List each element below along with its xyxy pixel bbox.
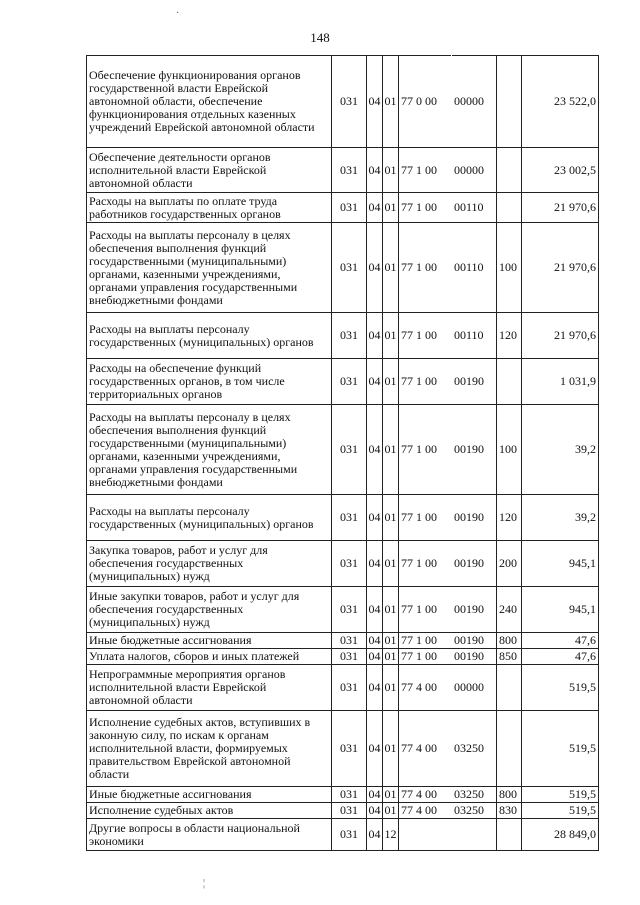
cell-sum: 1 031,9 bbox=[522, 359, 599, 405]
cell-name: Расходы на выплаты персоналу в целях обеспечения выполнения функций государственными (муниципальными) органами, казенными учреждениями, органами управления государственными внебюджетными фондами bbox=[87, 405, 332, 495]
table-row bbox=[87, 56, 599, 148]
cell-name: Расходы на обеспечение функций государственных органов, в том числе территориальных органов bbox=[87, 359, 332, 405]
cell-sum: 21 970,6 bbox=[522, 223, 599, 313]
cell-prog: 77 1 00 bbox=[399, 223, 452, 313]
cell-name: Другие вопросы в области национальной экономики bbox=[87, 819, 332, 851]
cell-type bbox=[497, 819, 522, 851]
cell-code: 031 bbox=[332, 711, 367, 787]
cell-type: 850 bbox=[497, 649, 522, 665]
cell-sum: 39,2 bbox=[522, 405, 599, 495]
cell-type bbox=[497, 56, 522, 148]
cell-sum: 519,5 bbox=[522, 711, 599, 787]
cell-type bbox=[497, 711, 522, 787]
cell-prog: 77 1 00 bbox=[399, 495, 452, 541]
cell-prog: 77 4 00 bbox=[399, 787, 452, 803]
cell-art: 00190 bbox=[452, 587, 497, 633]
table-row bbox=[87, 587, 599, 633]
cell-code: 031 bbox=[332, 803, 367, 819]
cell-sec: 04 bbox=[367, 541, 383, 587]
table-row bbox=[87, 819, 599, 851]
cell-art: 00000 bbox=[452, 148, 497, 193]
cell-code: 031 bbox=[332, 633, 367, 649]
cell-sub: 01 bbox=[383, 587, 399, 633]
cell-sub: 01 bbox=[383, 313, 399, 359]
cell-sum: 945,1 bbox=[522, 587, 599, 633]
cell-art: 00190 bbox=[452, 495, 497, 541]
cell-prog: 77 1 00 bbox=[399, 633, 452, 649]
cell-sec: 04 bbox=[367, 56, 383, 148]
cell-code: 031 bbox=[332, 359, 367, 405]
table-row bbox=[87, 803, 599, 819]
cell-prog: 77 1 00 bbox=[399, 148, 452, 193]
cell-type: 800 bbox=[497, 787, 522, 803]
cell-prog: 77 1 00 bbox=[399, 541, 452, 587]
cell-type bbox=[497, 665, 522, 711]
cell-sub: 01 bbox=[383, 359, 399, 405]
cell-name: Уплата налогов, сборов и иных платежей bbox=[87, 649, 332, 665]
cell-sec: 04 bbox=[367, 223, 383, 313]
cell-sub: 01 bbox=[383, 711, 399, 787]
cell-prog: 77 4 00 bbox=[399, 711, 452, 787]
cell-sub: 01 bbox=[383, 193, 399, 223]
cell-type: 100 bbox=[497, 405, 522, 495]
page-number: 148 bbox=[310, 30, 330, 45]
cell-prog bbox=[399, 819, 452, 851]
cell-sub: 01 bbox=[384, 633, 397, 647]
table-row bbox=[87, 665, 599, 711]
cell-sub: 01 bbox=[384, 787, 397, 801]
table-row bbox=[87, 405, 599, 495]
cell-type: 830 bbox=[497, 803, 522, 819]
table-row bbox=[87, 787, 599, 803]
cell-code: 031 bbox=[332, 665, 367, 711]
cell-sec: 04 bbox=[367, 148, 383, 193]
cell-art: 00110 bbox=[452, 223, 497, 313]
cell-sub: 01 bbox=[384, 649, 397, 663]
cell-name: Непрограммные мероприятия органов исполнительной власти Еврейской автономной области bbox=[87, 665, 332, 711]
cell-sub: 01 bbox=[383, 541, 399, 587]
cell-code: 031 bbox=[332, 223, 367, 313]
cell-sub: 01 bbox=[383, 405, 399, 495]
cell-type: 120 bbox=[497, 495, 522, 541]
cell-type: 100 bbox=[497, 223, 522, 313]
cell-sub: 01 bbox=[383, 495, 399, 541]
cell-sub: 01 bbox=[383, 148, 399, 193]
cell-name: Расходы на выплаты персоналу государственных (муниципальных) органов bbox=[87, 495, 332, 541]
cell-sub: 01 bbox=[384, 803, 397, 817]
cell-sum: 47,6 bbox=[522, 649, 599, 665]
cell-art: 00000 bbox=[452, 56, 497, 148]
cell-art: 00190 bbox=[452, 633, 497, 649]
table-row bbox=[87, 313, 599, 359]
cell-art: 00190 bbox=[452, 541, 497, 587]
cell-sum: 23 522,0 bbox=[522, 56, 599, 148]
cell-sum: 519,5 bbox=[522, 803, 599, 819]
cell-sum: 21 970,6 bbox=[522, 193, 599, 223]
table-row bbox=[87, 148, 599, 193]
cell-art: 00000 bbox=[452, 665, 497, 711]
cell-name: Исполнение судебных актов bbox=[87, 803, 332, 819]
cell-prog: 77 0 00 bbox=[399, 56, 452, 148]
cell-name: Обеспечение деятельности органов исполнительной власти Еврейской автономной области bbox=[87, 148, 332, 193]
cell-art: 00190 bbox=[452, 649, 497, 665]
cell-type bbox=[497, 359, 522, 405]
cell-art: 03250 bbox=[452, 803, 497, 819]
budget-table bbox=[86, 55, 599, 851]
cell-sum: 945,1 bbox=[522, 541, 599, 587]
cell-art: 00190 bbox=[452, 359, 497, 405]
cell-prog: 77 1 00 bbox=[399, 359, 452, 405]
cell-sec: 04 bbox=[368, 787, 381, 801]
table-row bbox=[87, 359, 599, 405]
cell-code: 031 bbox=[332, 56, 367, 148]
cell-prog: 77 1 00 bbox=[399, 313, 452, 359]
cell-type: 240 bbox=[497, 587, 522, 633]
cell-name: Иные бюджетные ассигнования bbox=[87, 787, 332, 803]
cell-art: 00110 bbox=[452, 193, 497, 223]
cell-sub: 01 bbox=[383, 56, 399, 148]
cell-sec: 04 bbox=[367, 665, 383, 711]
cell-name: Иные бюджетные ассигнования bbox=[87, 633, 332, 649]
cell-code: 031 bbox=[332, 819, 367, 851]
cell-art: 03250 bbox=[452, 787, 497, 803]
cell-type bbox=[497, 148, 522, 193]
cell-art: 00110 bbox=[452, 313, 497, 359]
cell-code: 031 bbox=[332, 787, 367, 803]
cell-code: 031 bbox=[332, 405, 367, 495]
table-row bbox=[87, 193, 599, 223]
table-row bbox=[87, 541, 599, 587]
cell-sec: 04 bbox=[367, 495, 383, 541]
cell-sub: 12 bbox=[383, 819, 399, 851]
cell-sec: 04 bbox=[367, 359, 383, 405]
cell-prog: 77 4 00 bbox=[399, 665, 452, 711]
cell-sum: 23 002,5 bbox=[522, 148, 599, 193]
cell-prog: 77 1 00 bbox=[399, 405, 452, 495]
scan-mark: ¦ bbox=[203, 878, 206, 889]
cell-name: Расходы на выплаты персоналу в целях обеспечения выполнения функций государственными (муниципальными) органами, казенными учреждениями, органами управления государственными внебюджетными фондами bbox=[87, 223, 332, 313]
cell-sec: 04 bbox=[367, 587, 383, 633]
cell-sub: 01 bbox=[383, 665, 399, 711]
cell-name: Исполнение судебных актов, вступивших в законную силу, по искам к органам исполнительной власти, формируемых правительством Еврейской автономной области bbox=[87, 711, 332, 787]
cell-sec: 04 bbox=[368, 803, 381, 817]
cell-sum: 47,6 bbox=[522, 633, 599, 649]
table-row bbox=[87, 711, 599, 787]
cell-sec: 04 bbox=[367, 193, 383, 223]
cell-art: 00190 bbox=[452, 405, 497, 495]
cell-name: Закупка товаров, работ и услуг для обеспечения государственных (муниципальных) нужд bbox=[87, 541, 332, 587]
cell-prog: 77 1 00 bbox=[399, 193, 452, 223]
cell-sum: 28 849,0 bbox=[522, 819, 599, 851]
cell-name: Расходы на выплаты персоналу государственных (муниципальных) органов bbox=[87, 313, 332, 359]
cell-sec: 04 bbox=[367, 819, 383, 851]
cell-name: Расходы на выплаты по оплате труда работников государственных органов bbox=[87, 193, 332, 223]
cell-sum: 519,5 bbox=[522, 665, 599, 711]
cell-art bbox=[452, 819, 497, 851]
cell-sub: 01 bbox=[383, 223, 399, 313]
cell-sec: 04 bbox=[367, 405, 383, 495]
cell-sec: 04 bbox=[368, 633, 381, 647]
cell-name: Иные закупки товаров, работ и услуг для обеспечения государственных (муниципальных) нужд bbox=[87, 587, 332, 633]
cell-name: Обеспечение функционирования органов государственной власти Еврейской автономной области, обеспечение функционирования отдельных казенных учреждений Еврейской автономной области bbox=[87, 56, 332, 148]
cell-code: 031 bbox=[332, 313, 367, 359]
cell-prog: 77 1 00 bbox=[399, 587, 452, 633]
cell-sec: 04 bbox=[368, 649, 381, 663]
cell-prog: 77 1 00 bbox=[399, 649, 452, 665]
cell-code: 031 bbox=[332, 587, 367, 633]
cell-type: 200 bbox=[497, 541, 522, 587]
cell-code: 031 bbox=[332, 495, 367, 541]
scan-mark: · bbox=[176, 8, 180, 19]
cell-type bbox=[497, 193, 522, 223]
table-row bbox=[87, 495, 599, 541]
cell-sum: 519,5 bbox=[522, 787, 599, 803]
cell-code: 031 bbox=[332, 541, 367, 587]
cell-art: 03250 bbox=[452, 711, 497, 787]
cell-sec: 04 bbox=[367, 313, 383, 359]
cell-code: 031 bbox=[332, 148, 367, 193]
cell-code: 031 bbox=[332, 649, 367, 665]
cell-prog: 77 4 00 bbox=[399, 803, 452, 819]
cell-sum: 39,2 bbox=[522, 495, 599, 541]
cell-type: 800 bbox=[497, 633, 522, 649]
table-row bbox=[87, 649, 599, 665]
cell-code: 031 bbox=[332, 193, 367, 223]
table-row bbox=[87, 223, 599, 313]
cell-sum: 21 970,6 bbox=[522, 313, 599, 359]
cell-sec: 04 bbox=[367, 711, 383, 787]
table-row bbox=[87, 633, 599, 649]
cell-type: 120 bbox=[497, 313, 522, 359]
